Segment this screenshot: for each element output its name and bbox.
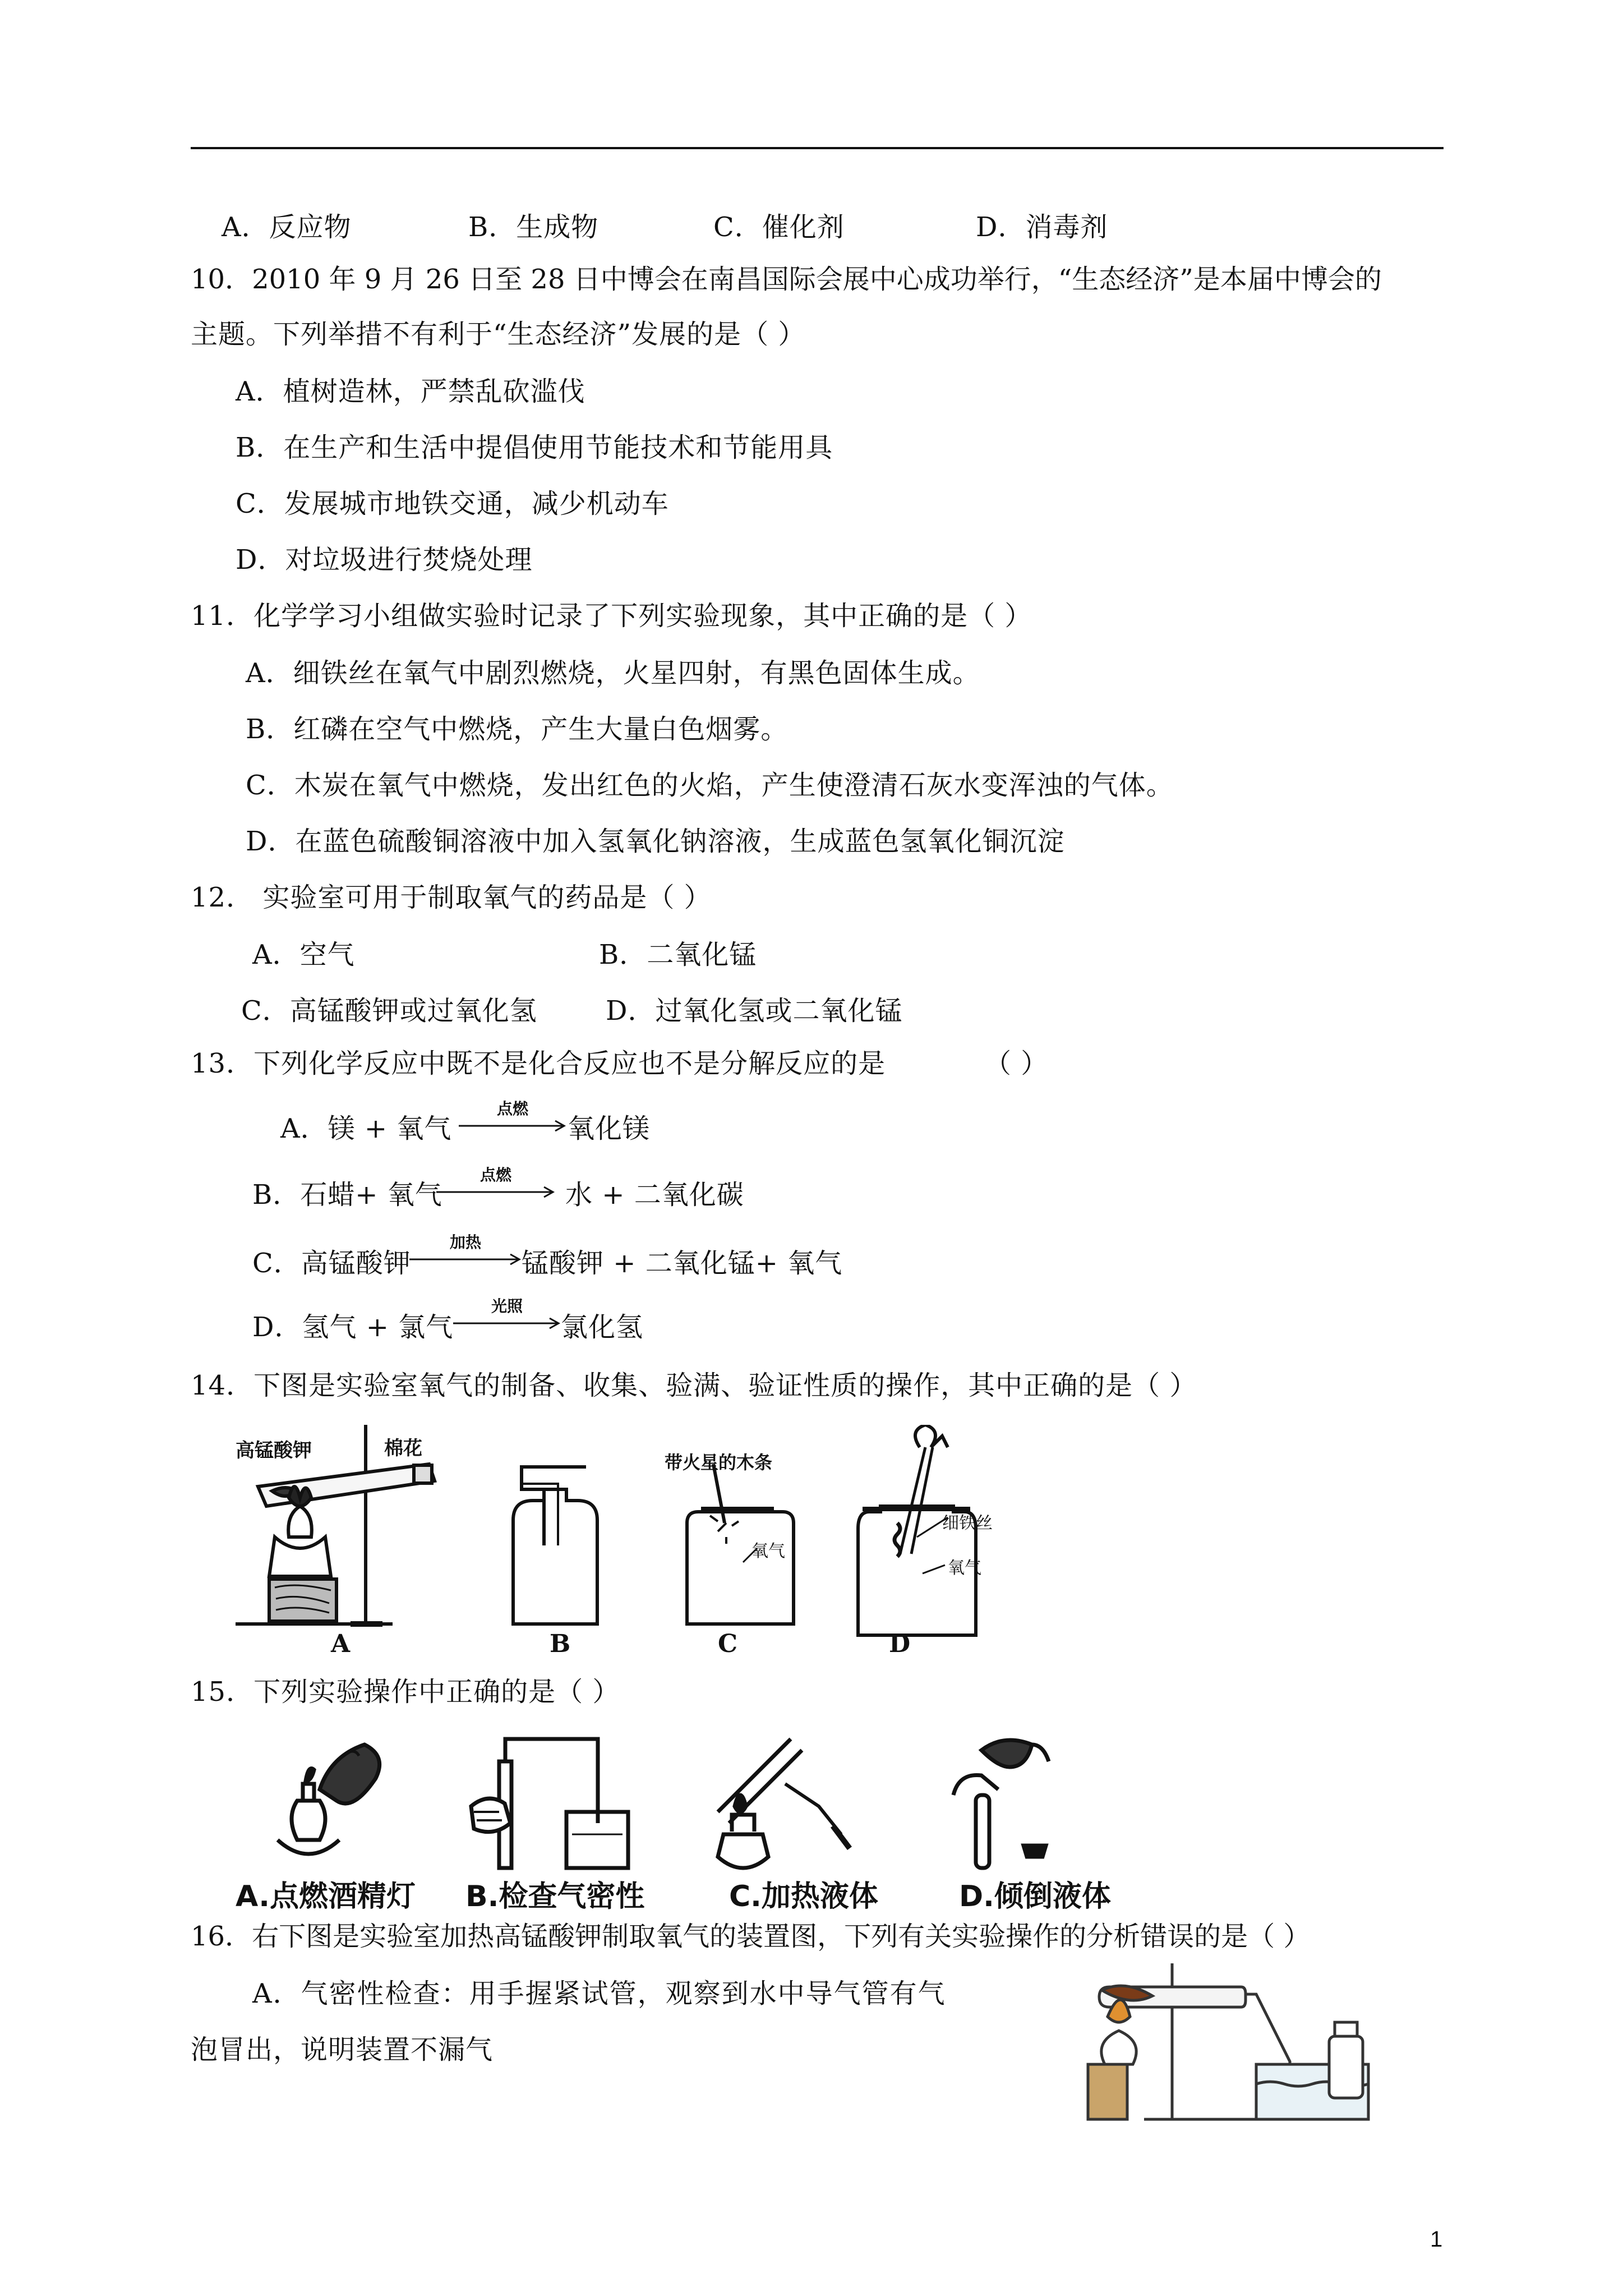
q13-reaction-d-right: 氯化氢 [561, 1312, 644, 1343]
q10-stem-line1: 10．2010 年 9 月 26 日至 28 日中博会在南昌国际会展中心成功举行，“生态经济”是本届中博会的 [191, 264, 1382, 295]
q13-reaction-b-right: 水 + 二氧化碳 [565, 1179, 744, 1211]
q11-option-a: A．细铁丝在氧气中剧烈燃烧，火星四射，有黑色固体生成。 [246, 657, 980, 689]
q10-option-a: A．植树造林，严禁乱砍滥伐 [236, 376, 585, 407]
q15-caption-d: D.倾倒液体 [959, 1880, 1111, 1913]
q15-image-c [718, 1739, 850, 1868]
q14-stem: 14．下图是实验室氧气的制备、收集、验满、验证性质的操作，其中正确的是（ ） [191, 1370, 1197, 1401]
q12-stem: 12． 实验室可用于制取氧气的药品是（ ） [191, 882, 712, 913]
q14-label-iron-wire: 细铁丝 [942, 1513, 993, 1533]
q13-reaction-d-left: D．氢气 + 氯气 [252, 1312, 454, 1343]
q14-label-glowing-splint: 带火星的木条 [665, 1452, 773, 1473]
q13-paren: （ ） [984, 1048, 1049, 1079]
q16-option-a-line2: 泡冒出，说明装置不漏气 [191, 2034, 494, 2065]
q11-option-d: D．在蓝色硫酸铜溶液中加入氢氧化钠溶液，生成蓝色氢氧化铜沉淀 [246, 826, 1065, 857]
q14-figure [236, 1425, 1032, 1660]
q13-reaction-d-arrow [453, 1297, 561, 1334]
q13-reaction-b-condition: 点燃 [479, 1166, 511, 1184]
q10-stem-line2: 主题。下列举措不有利于“生态经济”发展的是（ ） [191, 319, 806, 350]
header-rule [191, 147, 1444, 149]
q13-stem: 13．下列化学反应中既不是化合反应也不是分解反应的是 [191, 1048, 886, 1079]
q16-option-a-line1: A．气密性检查：用手握紧试管，观察到水中导气管有气 [252, 1978, 946, 2009]
q13-reaction-b-left: B．石蜡+ 氧气 [252, 1179, 442, 1211]
q13-reaction-a-right: 氧化镁 [568, 1113, 651, 1144]
q11-stem: 11．化学学习小组做实验时记录了下列实验现象，其中正确的是（ ） [191, 600, 1032, 632]
q9-option-c: C．催化剂 [713, 211, 845, 243]
q13-reaction-a-left: A．镁 + 氧气 [280, 1113, 452, 1144]
q14-letter-c: C [718, 1630, 738, 1658]
page-number: 1 [1430, 2227, 1443, 2252]
q15-image-a [278, 1745, 380, 1854]
q15-figure [236, 1728, 1144, 1913]
q9-option-a: A．反应物 [222, 211, 352, 243]
q10-option-c: C．发展城市地铁交通，减少机动车 [236, 488, 669, 519]
q14-label-c-oxygen: 氧气 [751, 1542, 785, 1561]
q16-figure-apparatus [1077, 1963, 1391, 2132]
q14-label-potassium-permanganate: 高锰酸钾 [236, 1439, 312, 1462]
q12-option-a: A．空气 [252, 939, 355, 970]
q10-option-b: B．在生产和生活中提倡使用节能技术和节能用具 [236, 432, 833, 463]
q16-stem: 16．右下图是实验室加热高锰酸钾制取氧气的装置图，下列有关实验操作的分析错误的是（ ） [191, 1921, 1311, 1952]
q15-image-b [471, 1739, 628, 1868]
q13-reaction-d-condition: 光照 [491, 1297, 523, 1315]
q14-letter-d: D [889, 1630, 911, 1658]
q11-option-c: C．木炭在氧气中燃烧，发出红色的火焰，产生使澄清石灰水变浑浊的气体。 [246, 770, 1174, 801]
q9-option-d: D．消毒剂 [976, 211, 1108, 243]
q13-reaction-a-condition: 点燃 [496, 1099, 528, 1118]
q14-apparatus-b [513, 1467, 597, 1624]
q13-reaction-c-left: C．高锰酸钾 [252, 1248, 411, 1279]
q11-option-b: B．红磷在空气中燃烧，产生大量白色烟雾。 [246, 714, 789, 745]
q15-stem: 15．下列实验操作中正确的是（ ） [191, 1676, 620, 1708]
q15-caption-c: C.加热液体 [729, 1880, 878, 1913]
q13-reaction-c-condition: 加热 [449, 1233, 481, 1251]
q14-label-cotton: 棉花 [384, 1437, 422, 1460]
q10-option-d: D．对垃圾进行焚烧处理 [236, 544, 533, 576]
q15-caption-b: B.检查气密性 [465, 1880, 645, 1913]
q12-option-c: C．高锰酸钾或过氧化氢 [241, 995, 537, 1027]
q14-letter-a: A [331, 1630, 351, 1658]
q13-reaction-c-arrow [409, 1233, 522, 1270]
q12-option-d: D．过氧化氢或二氧化锰 [606, 995, 903, 1027]
q13-reaction-c-right: 锰酸钾 + 二氧化锰+ 氧气 [522, 1248, 843, 1279]
q14-letter-b: B [550, 1630, 571, 1658]
q14-label-d-oxygen: 氧气 [948, 1558, 981, 1578]
q13-reaction-b-arrow [436, 1166, 555, 1203]
q12-option-b: B．二氧化锰 [599, 939, 757, 970]
q15-caption-a: A.点燃酒精灯 [236, 1880, 416, 1913]
q9-option-b: B．生成物 [468, 211, 599, 243]
q15-image-d [953, 1740, 1049, 1868]
q13-reaction-a-arrow [459, 1099, 566, 1137]
